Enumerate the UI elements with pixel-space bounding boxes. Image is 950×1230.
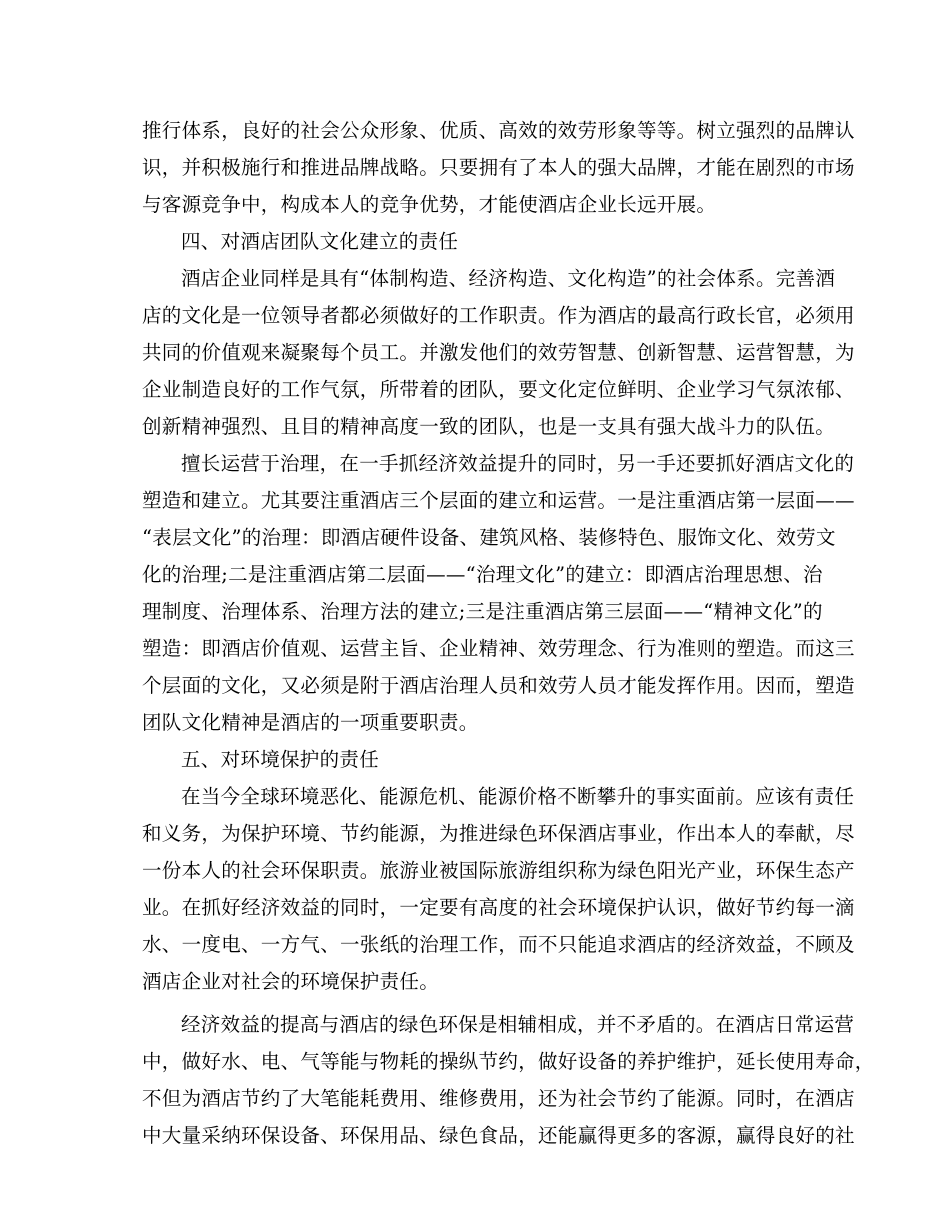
section-heading: 五、对环境保护的责任 [181, 748, 380, 771]
text-line: 化的治理;二是注重酒店第二层面——“治理文化”的建立：即酒店治理思想、治 [142, 563, 823, 586]
text-line: 经济效益的提高与酒店的绿色环保是相辅相成，并不矛盾的。在酒店日常运营 [181, 1013, 855, 1036]
text-line: 共同的价值观来凝聚每个员工。并激发他们的效劳智慧、创新智慧、运营智慧，为 [142, 341, 855, 364]
text-line: 塑造和建立。尤其要注重酒店三个层面的建立和运营。一是注重酒店第一层面—— [142, 489, 855, 512]
text-line: 酒店企业对社会的环境保护责任。 [142, 970, 440, 993]
text-line: 塑造：即酒店价值观、运营主旨、企业精神、效劳理念、行为准则的塑造。而这三 [142, 637, 855, 660]
text-line: 推行体系，良好的社会公众形象、优质、高效的效劳形象等等。树立强烈的品牌认 [142, 119, 855, 142]
text-line: 店的文化是一位领导者都必须做好的工作职责。作为酒店的最高行政长官，必须用 [142, 304, 855, 327]
text-line: 不但为酒店节约了大笔能耗费用、维修费用，还为社会节约了能源。同时，在酒店 [142, 1087, 855, 1110]
text-line: 创新精神强烈、且目的精神高度一致的团队，也是一支具有强大战斗力的队伍。 [142, 415, 836, 438]
text-line: “表层文化”的治理：即酒店硬件设备、建筑风格、装修特色、服饰文化、效劳文 [142, 526, 836, 549]
text-line: 酒店企业同样是具有“体制构造、经济构造、文化构造”的社会体系。完善酒 [181, 267, 836, 290]
text-line: 水、一度电、一方气、一张纸的治理工作，而不只能追求酒店的经济效益，不顾及 [142, 933, 855, 956]
text-line: 与客源竞争中，构成本人的竞争优势，才能使酒店企业长远开展。 [142, 193, 717, 216]
text-line: 中大量采纳环保设备、环保用品、绿色食品，还能赢得更多的客源，赢得良好的社 [142, 1124, 855, 1147]
section-heading: 四、对酒店团队文化建立的责任 [181, 230, 459, 253]
text-line: 识，并积极施行和推进品牌战略。只要拥有了本人的强大品牌，才能在剧烈的市场 [142, 156, 855, 179]
text-line: 理制度、治理体系、治理方法的建立;三是注重酒店第三层面——“精神文化”的 [142, 600, 823, 623]
text-line: 和义务，为保护环境、节约能源，为推进绿色环保酒店事业，作出本人的奉献，尽 [142, 822, 855, 845]
document-body [142, 112, 875, 1154]
text-line: 擅长运营于治理，在一手抓经济效益提升的同时，另一手还要抓好酒店文化的 [181, 452, 855, 475]
text-line: 业。在抓好经济效益的同时，一定要有高度的社会环境保护认识，做好节约每一滴 [142, 896, 855, 919]
text-line: 企业制造良好的工作气氛，所带着的团队，要文化定位鲜明、企业学习气氛浓郁、 [142, 378, 855, 401]
text-line: 一份本人的社会环保职责。旅游业被国际旅游组织称为绿色阳光产业，环保生态产 [142, 859, 855, 882]
text-line: 团队文化精神是酒店的一项重要职责。 [142, 711, 479, 734]
text-line: 个层面的文化，又必须是附于酒店治理人员和效劳人员才能发挥作用。因而，塑造 [142, 674, 855, 697]
text-line: 在当今全球环境恶化、能源危机、能源价格不断攀升的事实面前。应该有责任 [181, 785, 855, 808]
text-line: 中，做好水、电、气等能与物耗的操纵节约，做好设备的养护维护，延长使用寿命， [142, 1050, 875, 1073]
